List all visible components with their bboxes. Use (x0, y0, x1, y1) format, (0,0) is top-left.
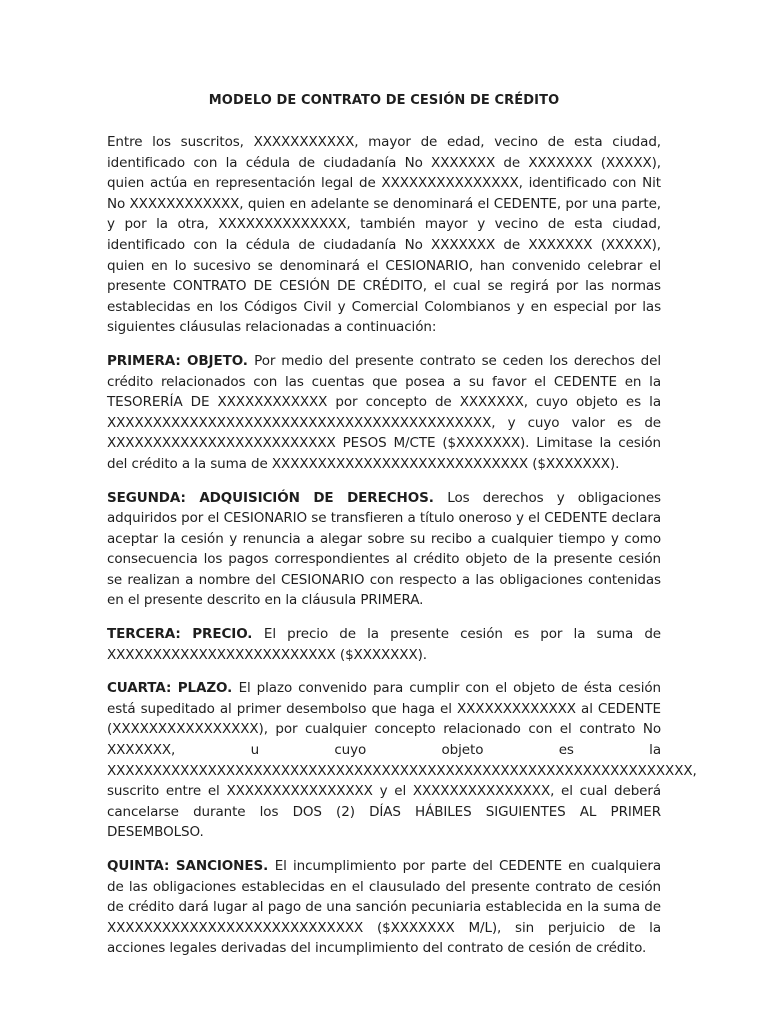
clause-number: SEGUNDA (107, 489, 181, 506)
clause-primera: PRIMERA: OBJETO. Por medio del presente contrato se ceden los derechos del crédito relacionados con las cuentas que posea a su favor el CEDENTE en la TESORERÍA DE XXXXXXXXXXXX por concepto de XXXXXXX, cuyo objeto es la XXXXXXXXXXXXXXXXXXXXXXXXXXXXXXXXXXXXXXXXXX, y cuyo valor es de XXXXXXXXXXXXXXXXXXXXXXXXX PESOS M/CTE ($XXXXXXX). Limitase la cesión del crédito a la suma de XXXXXXXXXXXXXXXXXXXXXXXXXXXX ($XXXXXXX). (107, 352, 661, 472)
clause-cuarta: CUARTA: PLAZO. El plazo convenido para cumplir con el objeto de ésta cesión está supeditado al primer desembolso que haga el XXXXXXXXXXXXX al CEDENTE (XXXXXXXXXXXXXXXX), por cualquier concepto relacionado con el contrato No XXXXXXX, u cuyo objeto es la XXXXXXXXXXXXXXXXXXXXXXXXXXXXXXXXXXXXXXXXXXXXXXXXXXXXXXXXXXXXXXXX, suscrito entre el XXXXXXXXXXXXXXXX y el XXXXXXXXXXXXXXX, el cual deberá cancelarse durante los DOS (2) DÍAS HÁBILES SIGUIENTES AL PRIMER DESEMBOLSO. (107, 680, 697, 841)
clause-number: PRIMERA (107, 352, 176, 369)
clause-number: QUINTA (107, 858, 165, 874)
intro-paragraph: Entre los suscritos, XXXXXXXXXXX, mayor de edad, vecino de esta ciudad, identificado con la cédula de ciudadanía No XXXXXXX de XXXXXXX (XXXXX), quien actúa en representación legal de XXXXXXXXXXXXXXX, identificado con Nit No XXXXXXXXXXXX, quien en adelante se denominará el CEDENTE, por una parte, y por la otra, XXXXXXXXXXXXXX, también mayor y vecino de esta ciudad, identificado con la cédula de ciudadanía No XXXXXXX de XXXXXXX (XXXXX), quien en lo sucesivo se denominará el CESIONARIO, han convenido celebrar el presente CONTRATO DE CESIÓN DE CRÉDITO, el cual se regirá por las normas establecidas en los Códigos Civil y Comercial Colombianos y en especial por las siguientes cláusulas relacionadas a continuación: (107, 134, 661, 336)
clause-heading: OBJETO (186, 352, 243, 369)
clause-heading: ADQUISICIÓN DE DERECHOS (199, 489, 429, 506)
clause-text: El plazo convenido para cumplir con el objeto de ésta cesión está supeditado al primer desembolso que haga el XXXXXXXXXXXXX al CEDENTE (XXXXXXXXXXXXXXXX), por cualquier concepto relacionado con el contrato No XXXXXXX, u cuyo objeto es la XXXXXXXXXXXXXXXXXXXXXXXXXXXXXXXXXXXXXXXXXXXXXXXXXXXXXXXXXXXXXXXX, suscrito entre el XXXXXXXXXXXXXXXX y el XXXXXXXXXXXXXXX, el cual deberá cancelarse durante los DOS (2) DÍAS HÁBILES SIGUIENTES AL PRIMER DESEMBOLSO. (107, 680, 697, 841)
clause-segunda: SEGUNDA: ADQUISICIÓN DE DERECHOS. Los derechos y obligaciones adquiridos por el CESIONARIO se transfieren a título oneroso y el CEDENTE declara aceptar la cesión y renuncia a alegar sobre su recibo a cualquier tiempo y como consecuencia los pagos correspondientes al crédito objeto de la presente cesión se realizan a nombre del CESIONARIO con respecto a las obligaciones contenidas en el presente descrito en la cláusula PRIMERA. (107, 489, 661, 609)
clause-heading: SANCIONES (175, 858, 264, 874)
clause-text: Por medio del presente contrato se ceden los derechos del crédito relacionados con las cuentas que posea a su favor el CEDENTE en la TESORERÍA DE XXXXXXXXXXXX por concepto de XXXXXXX, cuyo objeto es la XXXXXXXXXXXXXXXXXXXXXXXXXXXXXXXXXXXXXXXXXX, y cuyo valor es de XXXXXXXXXXXXXXXXXXXXXXXXX PESOS M/CTE ($XXXXXXX). Limitase la cesión del crédito a la suma de XXXXXXXXXXXXXXXXXXXXXXXXXXXX ($XXXXXXX). (107, 352, 661, 472)
document-title: MODELO DE CONTRATO DE CESIÓN DE CRÉDITO (208, 93, 560, 108)
clause-text: El incumplimiento por parte del CEDENTE en cualquiera de las obligaciones establecidas en el clausulado del presente contrato de cesión de crédito dará lugar al pago de una sanción pecuniaria establecida en la suma de XXXXXXXXXXXXXXXXXXXXXXXXXXXX ($XXXXXXX M/L), sin perjuicio de la acciones legales derivadas del incumplimiento del contrato de cesión de crédito. (107, 858, 661, 957)
clause-quinta: QUINTA: SANCIONES. El incumplimiento por parte del CEDENTE en cualquiera de las obligaciones establecidas en el clausulado del presente contrato de cesión de crédito dará lugar al pago de una sanción pecuniaria establecida en la suma de XXXXXXXXXXXXXXXXXXXXXXXXXXXX ($XXXXXXX M/L), sin perjuicio de la acciones legales derivadas del incumplimiento del contrato de cesión de crédito. (107, 858, 661, 957)
clause-heading: PLAZO (177, 680, 228, 697)
clause-text: El precio de la presente cesión es por la suma de XXXXXXXXXXXXXXXXXXXXXXXXX ($XXXXXXX). (107, 626, 661, 663)
clause-text: Los derechos y obligaciones adquiridos por el CESIONARIO se transfieren a título oneroso y el CEDENTE declara aceptar la cesión y renuncia a alegar sobre su recibo a cualquier tiempo y como consecuencia los pagos correspondientes al crédito objeto de la presente cesión se realizan a nombre del CESIONARIO con respecto a las obligaciones contenidas en el presente descrito en la cláusula PRIMERA. (107, 489, 661, 609)
clause-number: TERCERA (107, 626, 176, 643)
clause-tercera: TERCERA: PRECIO. El precio de la presente cesión es por la suma de XXXXXXXXXXXXXXXXXXXXXXXXX ($XXXXXXX). (107, 626, 661, 663)
clause-number: CUARTA (107, 680, 166, 697)
clause-heading: PRECIO (192, 626, 248, 643)
